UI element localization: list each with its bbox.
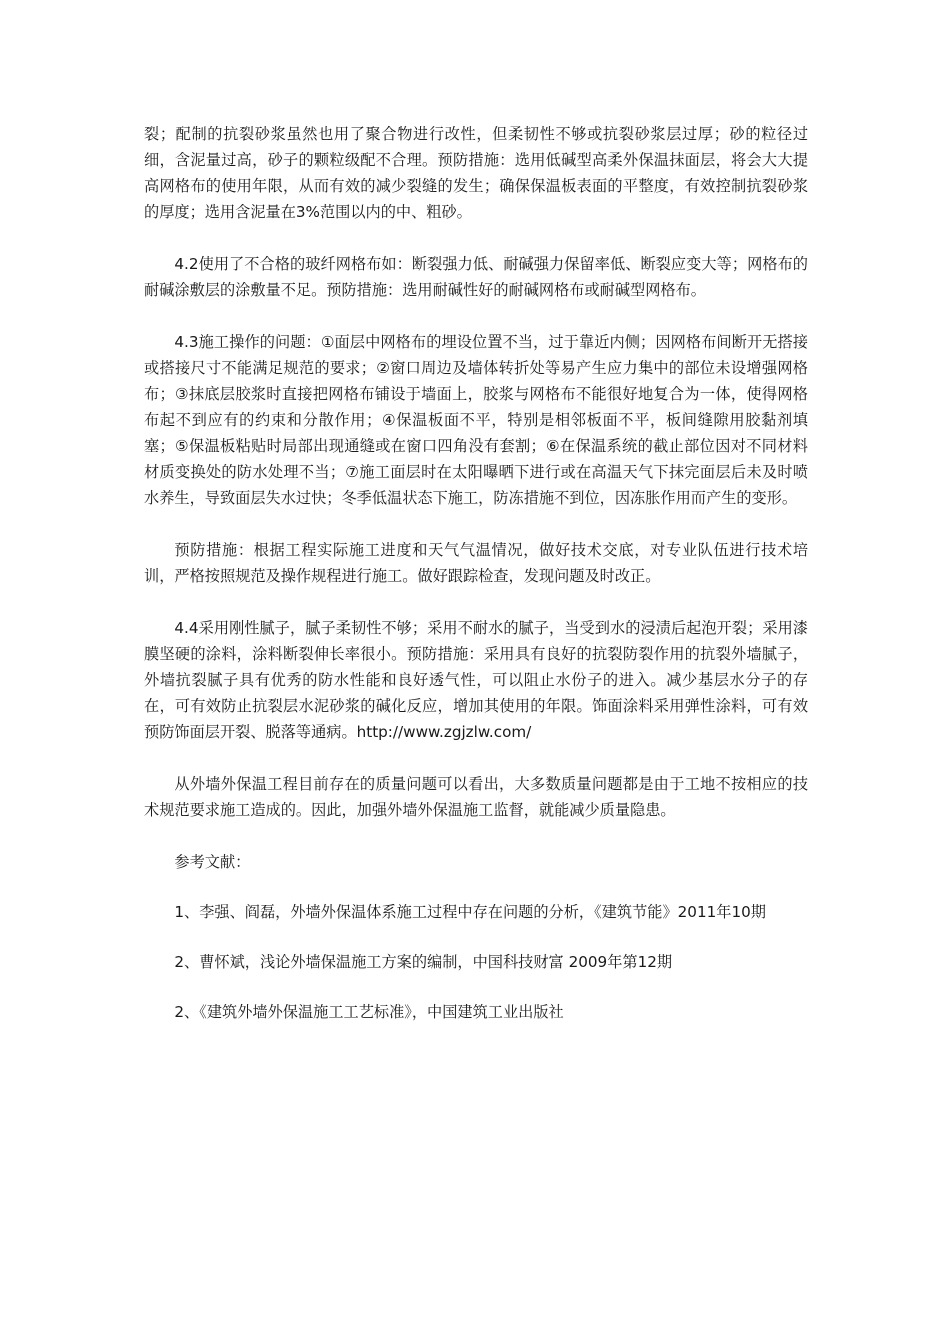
references-heading: 参考文献： <box>174 853 251 871</box>
document-body <box>144 121 808 1049</box>
reference-item: 1、李强、阎磊，外墙外保温体系施工过程中存在问题的分析，《建筑节能》2011年10期 <box>174 903 766 921</box>
paragraph-4-2: 4.2使用了不合格的玻纤网格布如：断裂强力低、耐碱强力保留率低、断裂应变大等；网格布的耐碱涂敷层的涂敷量不足。预防措施：选用耐碱性好的耐碱网格布或耐碱型网格布。 <box>144 255 808 299</box>
reference-item: 2、《建筑外墙外保温施工工艺标准》，中国建筑工业出版社 <box>174 1003 564 1021</box>
reference-item: 2、曹怀斌，浅论外墙保温施工方案的编制，中国科技财富 2009年第12期 <box>174 953 673 971</box>
paragraph-conclusion: 从外墙外保温工程目前存在的质量问题可以看出，大多数质量问题都是由于工地不按相应的技术规范要求施工造成的。因此，加强外墙外保温施工监督，就能减少质量隐患。 <box>144 775 808 819</box>
paragraph-prevention: 预防措施：根据工程实际施工进度和天气气温情况，做好技术交底，对专业队伍进行技术培训，严格按照规范及操作规程进行施工。做好跟踪检查，发现问题及时改正。 <box>144 541 808 585</box>
paragraph-4-4: 4.4采用刚性腻子，腻子柔韧性不够；采用不耐水的腻子，当受到水的浸渍后起泡开裂；采用漆膜坚硬的涂料，涂料断裂伸长率很小。预防措施：采用具有良好的抗裂防裂作用的抗裂外墙腻子，外墙抗裂腻子具有优秀的防水性能和良好透气性，可以阻止水份子的进入。减少基层水分子的存在，可有效防止抗裂层水泥砂浆的碱化反应，增加其使用的年限。饰面涂料采用弹性涂料，可有效预防饰面层开裂、脱落等通病。http://www.zgjzlw.com/ <box>144 619 808 741</box>
paragraph-4-3: 4.3施工操作的问题：①面层中网格布的埋设位置不当，过于靠近内侧；因网格布间断开无搭接或搭接尺寸不能满足规范的要求；②窗口周边及墙体转折处等易产生应力集中的部位未设增强网格布；③抹底层胶浆时直接把网格布铺设于墙面上，胶浆与网格布不能很好地复合为一体，使得网格布起不到应有的约束和分散作用；④保温板面不平，特别是相邻板面不平，板间缝隙用胶黏剂填塞；⑤保温板粘贴时局部出现通缝或在窗口四角没有套割；⑥在保温系统的截止部位因对不同材料材质变换处的防水处理不当；⑦施工面层时在太阳曝晒下进行或在高温天气下抹完面层后未及时喷水养生，导致面层失水过快；冬季低温状态下施工，防冻措施不到位，因冻胀作用而产生的变形。 <box>144 333 808 507</box>
paragraph-crack-causes: 裂；配制的抗裂砂浆虽然也用了聚合物进行改性，但柔韧性不够或抗裂砂浆层过厚；砂的粒径过细，含泥量过高，砂子的颗粒级配不合理。预防措施：选用低碱型高柔外保温抹面层，将会大大提高网格布的使用年限，从而有效的减少裂缝的发生；确保保温板表面的平整度，有效控制抗裂砂浆的厚度；选用含泥量在3%范围以内的中、粗砂。 <box>144 125 808 221</box>
